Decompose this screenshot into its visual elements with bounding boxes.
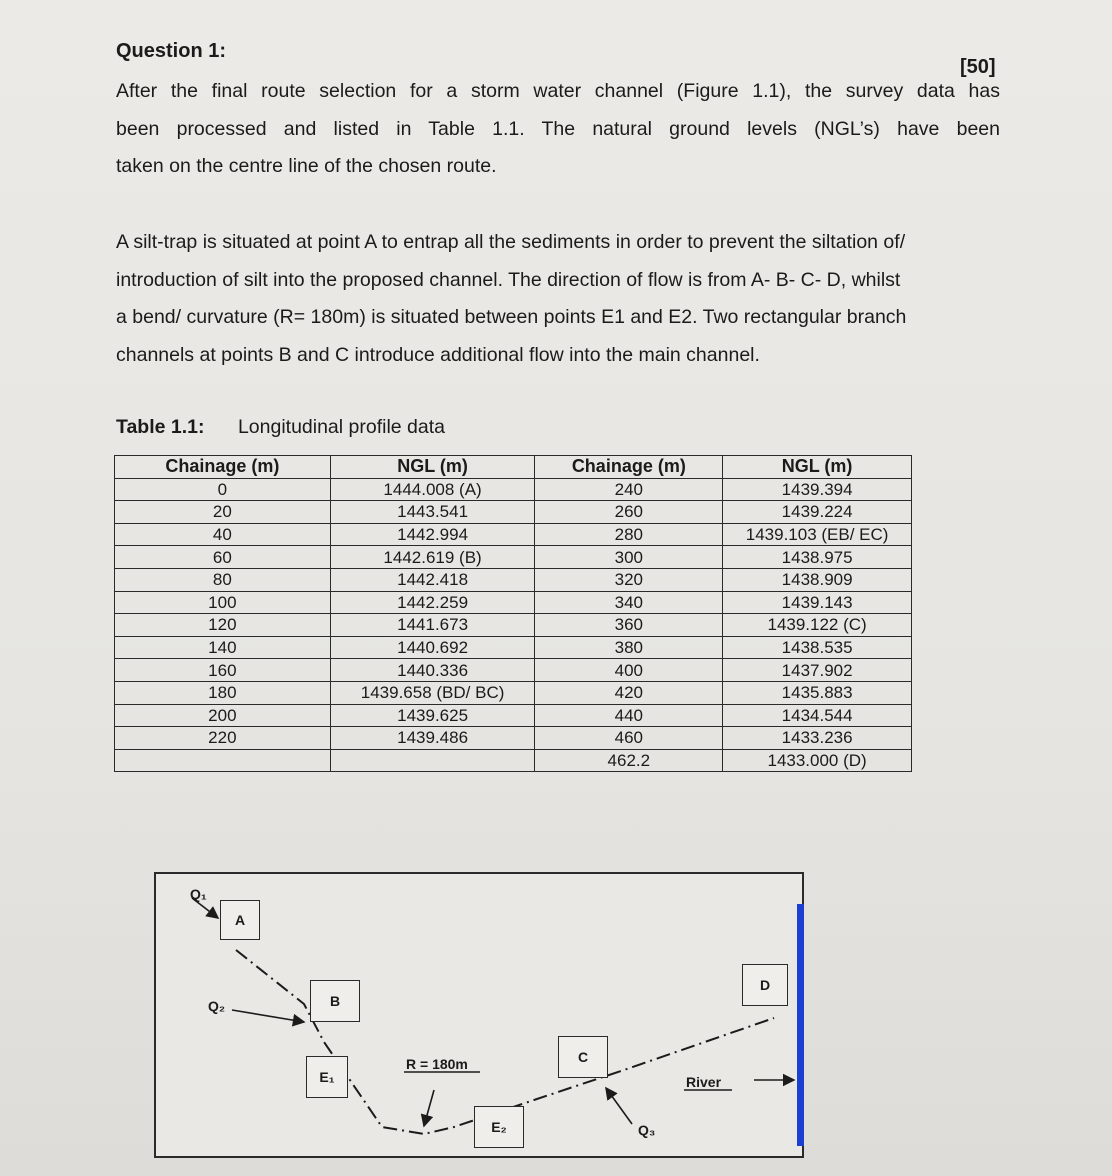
label-q2: Q₂ — [208, 998, 226, 1014]
label-q1: Q₁ — [190, 886, 207, 902]
table-row — [115, 659, 912, 682]
cell-chainage-1: 0 — [115, 478, 331, 501]
cell-ngl-2: 1435.883 — [723, 681, 912, 704]
cell-ngl-1: 1442.619 (B) — [330, 546, 535, 569]
cell-chainage-2: 360 — [535, 614, 723, 637]
table-caption-text: Longitudinal profile data — [237, 416, 446, 438]
cell-chainage-1: 20 — [115, 501, 331, 524]
figure-1-1 — [154, 872, 804, 1158]
cell-ngl-1: 1439.658 (BD/ BC) — [330, 681, 535, 704]
table-row — [115, 546, 912, 569]
cell-ngl-2: 1433.000 (D) — [723, 749, 912, 772]
paragraph-2-line-1: A silt-trap is situated at point A to entrap all the sediments in order to prevent the siltation of/ — [116, 231, 906, 253]
cell-chainage-2: 460 — [535, 727, 723, 750]
paragraph-1-line-3: taken on the centre line of the chosen route. — [116, 155, 497, 177]
cell-ngl-1 — [330, 749, 535, 772]
cell-ngl-2: 1434.544 — [723, 704, 912, 727]
cell-ngl-1: 1442.259 — [330, 591, 535, 614]
table-row — [115, 727, 912, 750]
cell-ngl-1: 1443.541 — [330, 501, 535, 524]
cell-ngl-1: 1440.336 — [330, 659, 535, 682]
cell-ngl-1: 1441.673 — [330, 614, 535, 637]
header-chainage-2: Chainage (m) — [535, 456, 723, 479]
table-header-row — [115, 456, 912, 479]
cell-ngl-2: 1439.103 (EB/ EC) — [723, 523, 912, 546]
paragraph-1 — [116, 73, 1000, 186]
paragraph-2 — [116, 224, 1000, 374]
cell-ngl-2: 1438.535 — [723, 636, 912, 659]
cell-ngl-1: 1440.692 — [330, 636, 535, 659]
header-ngl-2: NGL (m) — [723, 456, 912, 479]
table-row — [115, 478, 912, 501]
box-d: D — [742, 964, 788, 1006]
cell-ngl-2: 1439.224 — [723, 501, 912, 524]
label-radius: R = 180m — [406, 1056, 468, 1072]
table-row — [115, 704, 912, 727]
cell-ngl-2: 1437.902 — [723, 659, 912, 682]
cell-ngl-2: 1438.975 — [723, 546, 912, 569]
box-e1: E₁ — [306, 1056, 348, 1098]
table-label: Table 1.1: — [116, 416, 205, 438]
cell-chainage-2: 300 — [535, 546, 723, 569]
cell-chainage-2: 380 — [535, 636, 723, 659]
label-river: River — [686, 1074, 722, 1090]
paragraph-1-line-1: After the final route selection for a storm water channel (Figure 1.1), the survey data has — [116, 80, 1000, 102]
label-q3: Q₃ — [638, 1122, 656, 1138]
paragraph-2-line-4: channels at points B and C introduce additional flow into the main channel. — [116, 343, 760, 366]
cell-chainage-1: 180 — [115, 681, 331, 704]
cell-chainage-2: 340 — [535, 591, 723, 614]
cell-chainage-2: 240 — [535, 478, 723, 501]
table-row — [115, 636, 912, 659]
cell-ngl-2: 1439.394 — [723, 478, 912, 501]
box-e2: E₂ — [474, 1106, 524, 1148]
cell-ngl-1: 1439.486 — [330, 727, 535, 750]
cell-chainage-2: 320 — [535, 568, 723, 591]
question-title: Question 1: — [116, 40, 227, 62]
table-row — [115, 749, 912, 772]
cell-chainage-1: 100 — [115, 591, 331, 614]
cell-chainage-1: 80 — [115, 568, 331, 591]
cell-chainage-2: 260 — [535, 501, 723, 524]
cell-chainage-2: 400 — [535, 659, 723, 682]
table-row — [115, 501, 912, 524]
cell-chainage-1: 40 — [115, 523, 331, 546]
cell-ngl-2: 1439.122 (C) — [723, 614, 912, 637]
cell-chainage-1: 140 — [115, 636, 331, 659]
table-caption — [116, 416, 445, 439]
paragraph-2-line-2: introduction of silt into the proposed channel. The direction of flow is from A- B- C- D, whilst — [116, 268, 901, 291]
cell-ngl-1: 1444.008 (A) — [330, 478, 535, 501]
cell-chainage-1: 120 — [115, 614, 331, 637]
question-marks: [50] — [960, 56, 996, 78]
river-band — [797, 904, 804, 1146]
cell-chainage-2: 280 — [535, 523, 723, 546]
cell-chainage-1: 200 — [115, 704, 331, 727]
cell-ngl-2: 1433.236 — [723, 727, 912, 750]
paragraph-1-line-2: been processed and listed in Table 1.1. The natural ground levels (NGL’s) have been — [116, 117, 1000, 140]
cell-ngl-2: 1439.143 — [723, 591, 912, 614]
table-row — [115, 568, 912, 591]
box-a: A — [220, 900, 260, 940]
box-b: B — [310, 980, 360, 1022]
table-row — [115, 591, 912, 614]
paragraph-2-line-3: a bend/ curvature (R= 180m) is situated between points E1 and E2. Two rectangular branch — [116, 306, 907, 328]
table-row — [115, 614, 912, 637]
cell-chainage-1: 220 — [115, 727, 331, 750]
cell-ngl-1: 1439.625 — [330, 704, 535, 727]
cell-ngl-1: 1442.418 — [330, 568, 535, 591]
longitudinal-profile-table — [114, 455, 912, 772]
table-row — [115, 523, 912, 546]
cell-chainage-1: 60 — [115, 546, 331, 569]
cell-chainage-1 — [115, 749, 331, 772]
table-row — [115, 681, 912, 704]
header-ngl-1: NGL (m) — [330, 456, 535, 479]
cell-ngl-1: 1442.994 — [330, 523, 535, 546]
cell-chainage-2: 440 — [535, 704, 723, 727]
cell-chainage-1: 160 — [115, 659, 331, 682]
box-c: C — [558, 1036, 608, 1078]
cell-ngl-2: 1438.909 — [723, 568, 912, 591]
cell-chainage-2: 462.2 — [535, 749, 723, 772]
cell-chainage-2: 420 — [535, 681, 723, 704]
header-chainage-1: Chainage (m) — [115, 456, 331, 479]
